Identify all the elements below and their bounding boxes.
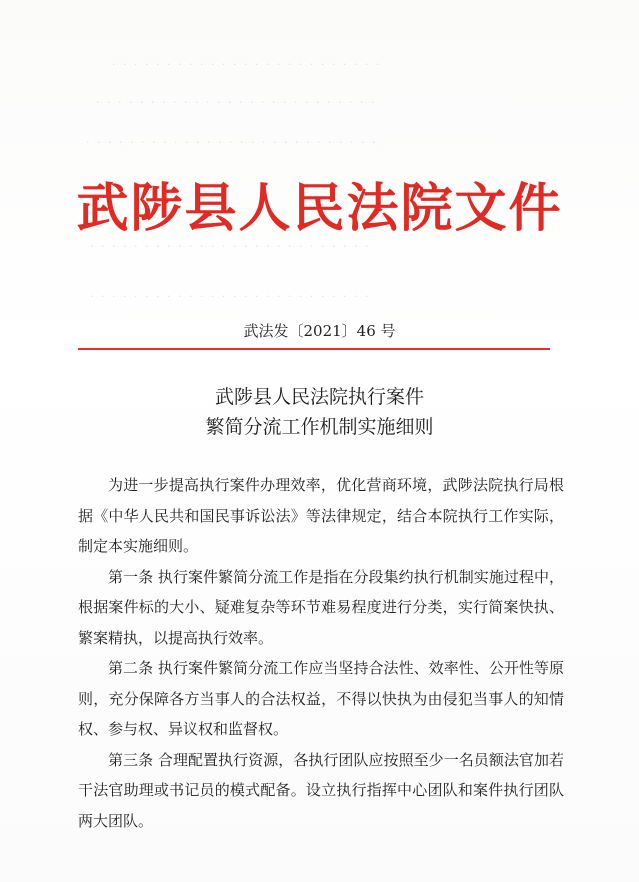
document-number: 武法发〔2021〕46 号 — [243, 322, 396, 340]
subject-line-1: 武陟县人民法院执行案件 — [214, 386, 424, 408]
body-paragraph-article-2: 第二条 执行案件繁简分流工作应当坚持合法性、效率性、公开性等原则，充分保障各方当事人的合法权益，不得以快执为由侵犯当事人的知情权、参与权、异议权和监督权。 — [78, 659, 564, 738]
bleed-through-text: · · · · · · · · · · · · · · · · · · · · · · · · · — [112, 58, 382, 71]
bleed-through-text: · · · · · · · · · · · · · · · · · · · · · · · · · · · — [86, 136, 378, 149]
body-paragraph-intro: 为进一步提高执行案件办理效率，优化营商环境，武陟法院执行局根据《中华人民共和国民事诉讼法》等法律规定，结合本院执行工作实际，制定本实施细则。 — [78, 476, 564, 555]
document-header-title: 武陟县人民法院文件 — [76, 179, 563, 239]
bleed-through-text: · · · · · · · · · · · · · · · · · · · · · · · · · · — [90, 290, 371, 303]
subject-line-2: 繁简分流工作机制实施细则 — [205, 416, 434, 438]
document-body — [78, 470, 564, 836]
document-subject — [0, 382, 639, 442]
bleed-through-text: · · · · · · · · · · · · · · · · · · · · · · · · · · — [96, 96, 377, 109]
body-paragraph-article-3: 第三条 合理配置执行资源，各执行团队应按照至少一名员额法官加若干法官助理或书记员的模式配备。设立执行指挥中心团队和案件执行团队两大团队。 — [78, 750, 564, 830]
body-paragraph-article-1: 第一条 执行案件繁简分流工作是指在分段集约执行机制实施过程中，根据案件标的大小、疑难复杂等环节难易程度进行分类，实行简案快执、繁案精执，以提高执行效率。 — [78, 567, 564, 647]
red-divider-line — [78, 348, 550, 350]
bleed-through-text: · · · · · · · · · · · · · · · · · · · · · · · · · · — [90, 240, 371, 253]
